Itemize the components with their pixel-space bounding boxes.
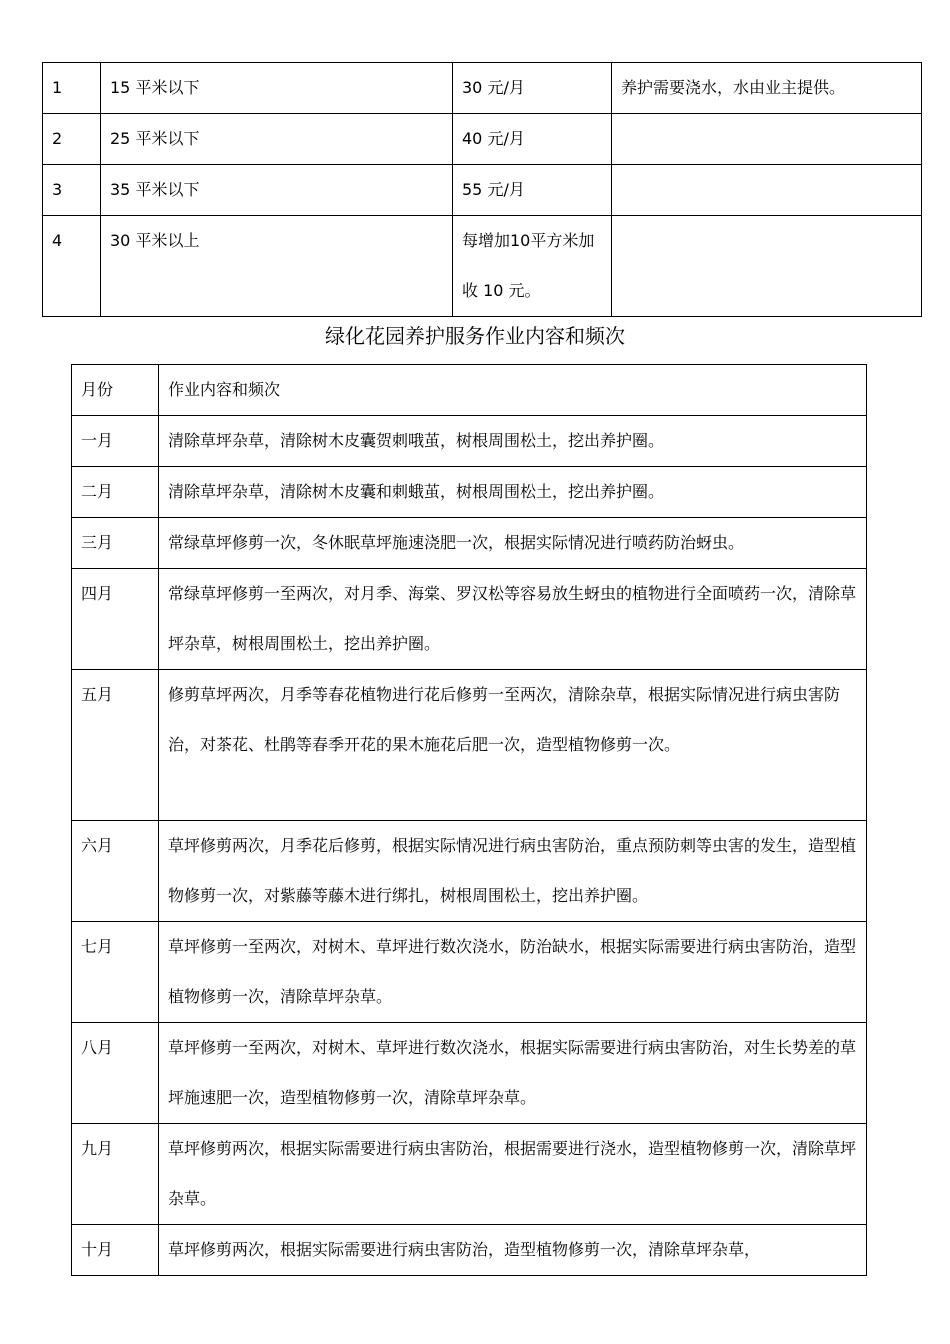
fee-note (612, 165, 922, 216)
fee-no: 4 (43, 216, 101, 317)
schedule-header-row (72, 365, 867, 416)
schedule-table (71, 364, 867, 1276)
month-cell: 七月 (72, 922, 159, 1023)
schedule-row (72, 1225, 867, 1276)
schedule-row (72, 1124, 867, 1225)
fee-row (43, 165, 922, 216)
content-cell: 草坪修剪两次，根据实际需要进行病虫害防治，造型植物修剪一次，清除草坪杂草， (159, 1225, 867, 1276)
month-cell: 三月 (72, 518, 159, 569)
fee-note (612, 216, 922, 317)
content-cell: 草坪修剪一至两次，对树木、草坪进行数次浇水，防治缺水，根据实际需要进行病虫害防治，造型植物修剪一次，清除草坪杂草。 (159, 922, 867, 1023)
month-cell: 一月 (72, 416, 159, 467)
schedule-row (72, 569, 867, 670)
fee-price: 30 元/月 (453, 63, 612, 114)
fee-price: 每增加10平方米加收 10 元。 (453, 216, 612, 317)
month-cell: 二月 (72, 467, 159, 518)
schedule-row (72, 467, 867, 518)
fee-row (43, 114, 922, 165)
fee-row (43, 63, 922, 114)
header-content: 作业内容和频次 (159, 365, 867, 416)
fee-note: 养护需要浇水，水由业主提供。 (612, 63, 922, 114)
content-cell: 常绿草坪修剪一次，冬休眠草坪施速浇肥一次，根据实际情况进行喷药防治蚜虫。 (159, 518, 867, 569)
month-cell: 十月 (72, 1225, 159, 1276)
fee-price: 55 元/月 (453, 165, 612, 216)
content-cell: 草坪修剪两次，月季花后修剪，根据实际情况进行病虫害防治，重点预防刺等虫害的发生，造型植物修剪一次，对紫藤等藤木进行绑扎，树根周围松土，挖出养护圈。 (159, 821, 867, 922)
fee-no: 3 (43, 165, 101, 216)
schedule-row (72, 670, 867, 821)
fee-table (42, 62, 922, 317)
content-cell: 草坪修剪两次，根据实际需要进行病虫害防治，根据需要进行浇水，造型植物修剪一次，清除草坪杂草。 (159, 1124, 867, 1225)
fee-no: 1 (43, 63, 101, 114)
schedule-row (72, 416, 867, 467)
content-cell: 清除草坪杂草，清除树木皮囊和刺蛾茧，树根周围松土，挖出养护圈。 (159, 467, 867, 518)
content-cell: 常绿草坪修剪一至两次，对月季、海棠、罗汉松等容易放生蚜虫的植物进行全面喷药一次，清除草坪杂草，树根周围松土，挖出养护圈。 (159, 569, 867, 670)
month-cell: 六月 (72, 821, 159, 922)
content-cell: 草坪修剪一至两次，对树木、草坪进行数次浇水，根据实际需要进行病虫害防治，对生长势差的草坪施速肥一次，造型植物修剪一次，清除草坪杂草。 (159, 1023, 867, 1124)
fee-area: 25 平米以下 (101, 114, 453, 165)
month-cell: 四月 (72, 569, 159, 670)
header-month: 月份 (72, 365, 159, 416)
fee-area: 15 平米以下 (101, 63, 453, 114)
fee-area: 30 平米以上 (101, 216, 453, 317)
month-cell: 九月 (72, 1124, 159, 1225)
content-cell: 修剪草坪两次，月季等春花植物进行花后修剪一至两次，清除杂草，根据实际情况进行病虫害防治，对茶花、杜鹃等春季开花的果木施花后肥一次，造型植物修剪一次。 (159, 670, 867, 821)
schedule-row (72, 1023, 867, 1124)
fee-no: 2 (43, 114, 101, 165)
schedule-title: 绿化花园养护服务作业内容和频次 (325, 324, 625, 348)
fee-note (612, 114, 922, 165)
content-cell: 清除草坪杂草，清除树木皮囊贺刺哦茧，树根周围松土，挖出养护圈。 (159, 416, 867, 467)
month-cell: 五月 (72, 670, 159, 821)
month-cell: 八月 (72, 1023, 159, 1124)
schedule-row (72, 821, 867, 922)
fee-row (43, 216, 922, 317)
schedule-row (72, 922, 867, 1023)
fee-area: 35 平米以下 (101, 165, 453, 216)
fee-price: 40 元/月 (453, 114, 612, 165)
schedule-row (72, 518, 867, 569)
